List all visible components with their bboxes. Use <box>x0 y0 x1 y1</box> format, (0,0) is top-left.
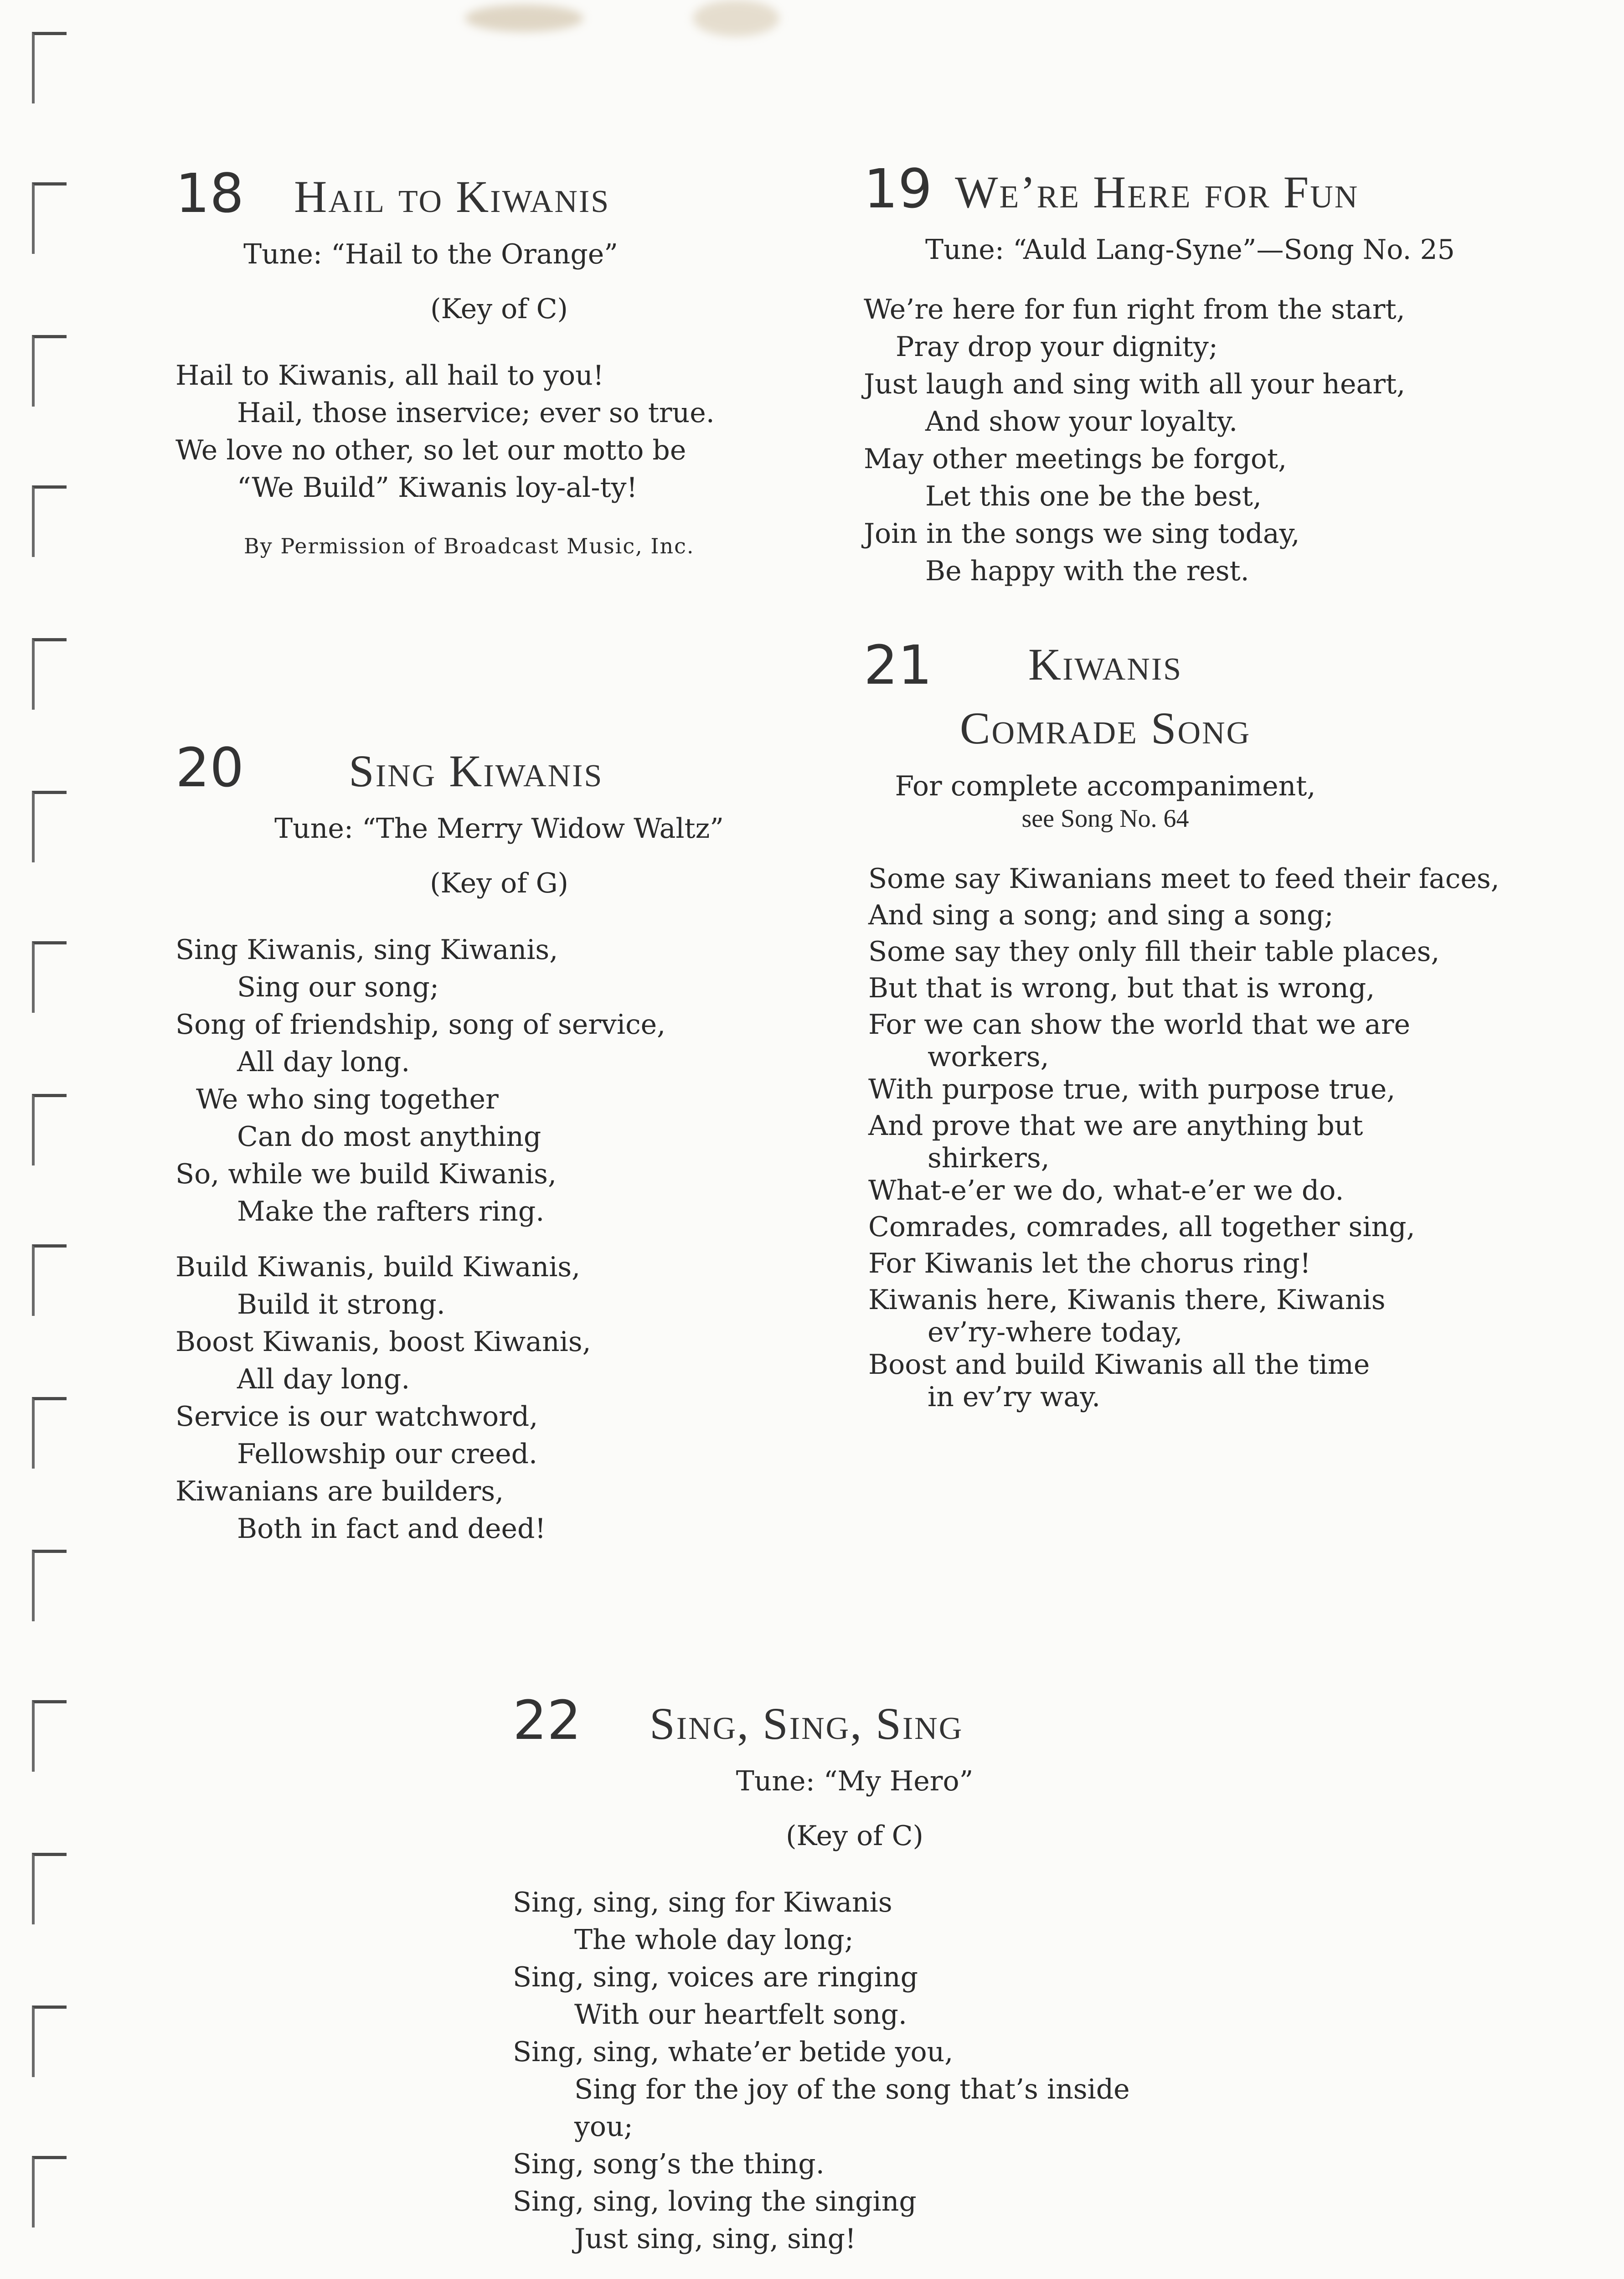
lyric-line: With our heartfelt song. <box>574 1999 907 2031</box>
lyric-line: Pray drop your dignity; <box>896 331 1218 363</box>
tune-line: Tune: “The Merry Widow Waltz” <box>274 813 724 845</box>
song-22 <box>513 1689 1196 2258</box>
lyric-line: Just laugh and sing with all your heart, <box>864 368 1406 400</box>
lyric-line: Boost Kiwanis, boost Kiwanis, <box>175 1326 591 1358</box>
lyric-line: Sing for the joy of the song that’s inside <box>574 2073 1130 2105</box>
binding-ring <box>32 182 67 254</box>
lyric-line: Make the rafters ring. <box>237 1196 545 1227</box>
lyric-line: ev’ry-where today, <box>928 1316 1183 1348</box>
song-title-line-1: Kiwanis <box>1028 639 1183 690</box>
permission-credit: By Permission of Broadcast Music, Inc. <box>244 534 695 558</box>
tune-line: Tune: “Hail to the Orange” <box>243 238 618 270</box>
lyric-line: The whole day long; <box>574 1924 854 1956</box>
binding-ring <box>32 1094 67 1165</box>
stanza-gap <box>175 1230 859 1248</box>
lyric-line: Song of friendship, song of service, <box>175 1009 666 1041</box>
lyric-line: Boost and build Kiwanis all the time <box>868 1349 1370 1381</box>
lyric-line: Both in fact and deed! <box>237 1513 546 1545</box>
accompaniment-note: For complete accompaniment, <box>895 770 1316 802</box>
binding-ring <box>32 2006 67 2077</box>
binding-ring <box>32 791 67 862</box>
binding-ring <box>32 1397 67 1469</box>
song-number: 21 <box>864 634 933 696</box>
lyric-line: “We Build” Kiwanis loy-al-ty! <box>237 472 638 504</box>
lyric-line: Be happy with the rest. <box>925 555 1249 587</box>
lyric-line: May other meetings be forgot, <box>864 443 1287 475</box>
lyric-line: shirkers, <box>928 1142 1050 1174</box>
song-number: 18 <box>175 162 244 225</box>
song-heading <box>175 162 814 225</box>
lyric-line: But that is wrong, but that is wrong, <box>868 972 1375 1004</box>
song-18 <box>175 162 814 558</box>
lyric-line: Sing Kiwanis, sing Kiwanis, <box>175 934 558 966</box>
binding-ring <box>32 1244 67 1316</box>
lyric-line: We’re here for fun right from the start, <box>864 294 1405 325</box>
accompaniment-note-ref: see Song No. 64 <box>1021 804 1189 833</box>
lyric-line: Kiwanians are builders, <box>175 1475 504 1507</box>
binding-ring <box>32 2156 67 2227</box>
lyric-line: Sing, sing, sing for Kiwanis <box>513 1887 892 1918</box>
lyric-line: And show your loyalty. <box>925 406 1238 438</box>
lyric-line: Sing, sing, loving the singing <box>513 2186 917 2217</box>
song-19 <box>864 157 1547 590</box>
song-heading <box>864 157 1547 220</box>
lyric-line: Hail to Kiwanis, all hail to you! <box>175 360 604 392</box>
binding-ring <box>32 485 67 557</box>
lyric-line: We love no other, so let our motto be <box>175 434 686 466</box>
lyrics-stanza-1 <box>175 931 859 1230</box>
lyric-line: in ev’ry way. <box>928 1381 1101 1413</box>
binding-ring <box>32 335 67 407</box>
song-title: Sing, Sing, Sing <box>650 1698 964 1749</box>
tune-line: Tune: “My Hero” <box>736 1765 974 1797</box>
lyric-line: What-e’er we do, what-e’er we do. <box>868 1175 1344 1207</box>
lyric-line: So, while we build Kiwanis, <box>175 1158 557 1190</box>
lyric-line: workers, <box>928 1041 1049 1073</box>
lyric-line: With purpose true, with purpose true, <box>868 1073 1396 1105</box>
tune-line: Tune: “Auld Lang-Syne”—Song No. 25 <box>925 234 1455 266</box>
lyric-line: All day long. <box>237 1363 410 1395</box>
spiral-binding <box>32 0 73 2279</box>
key-line: (Key of C) <box>786 1820 923 1852</box>
lyric-line: Join in the songs we sing today, <box>864 518 1300 550</box>
lyrics <box>864 291 1547 590</box>
lyric-line: Kiwanis here, Kiwanis there, Kiwanis <box>868 1284 1386 1316</box>
song-number: 22 <box>513 1689 582 1752</box>
lyric-line: Sing, sing, voices are ringing <box>513 1961 918 1993</box>
song-heading <box>513 1689 1196 1752</box>
binding-ring <box>32 32 67 103</box>
lyric-line: Fellowship our creed. <box>237 1438 538 1470</box>
lyric-line: Sing, sing, whate’er betide you, <box>513 2036 954 2068</box>
song-title: Sing Kiwanis <box>349 746 603 796</box>
lyric-line: Sing, song’s the thing. <box>513 2148 825 2180</box>
lyric-line: Build Kiwanis, build Kiwanis, <box>175 1251 581 1283</box>
lyric-line: Let this one be the best, <box>925 480 1262 512</box>
song-20 <box>175 736 859 1547</box>
song-number: 19 <box>864 157 933 220</box>
lyric-line: And sing a song; and sing a song; <box>868 899 1334 931</box>
lyric-line: For we can show the world that we are <box>868 1009 1411 1041</box>
song-heading <box>175 736 859 799</box>
song-title-line-2: Comrade Song <box>959 703 1251 753</box>
binding-ring <box>32 941 67 1013</box>
key-line: (Key of G) <box>430 867 568 899</box>
lyric-line: And prove that we are anything but <box>868 1110 1363 1142</box>
lyric-line: Hail, those inservice; ever so true. <box>237 397 715 429</box>
binding-ring <box>32 1550 67 1621</box>
lyrics <box>175 357 814 506</box>
lyric-line: Just sing, sing, sing! <box>574 2223 856 2255</box>
song-number: 20 <box>175 736 244 799</box>
lyric-line: you; <box>574 2111 633 2143</box>
binding-ring <box>32 1853 67 1924</box>
lyric-line: We who sing together <box>196 1083 499 1115</box>
paper-stain <box>465 5 583 32</box>
lyric-line: Comrades, comrades, all together sing, <box>868 1211 1415 1243</box>
song-title: We’re Here for Fun <box>955 167 1359 217</box>
paper-stain <box>693 0 779 36</box>
lyric-line: Service is our watchword, <box>175 1401 538 1433</box>
lyric-line: Build it strong. <box>237 1289 445 1320</box>
lyric-line: Sing our song; <box>237 971 439 1003</box>
lyrics <box>864 861 1575 1411</box>
binding-ring <box>32 638 67 710</box>
lyrics-stanza-2 <box>175 1248 859 1547</box>
key-line: (Key of C) <box>430 293 568 325</box>
lyric-line: Some say Kiwanians meet to feed their faces, <box>868 863 1500 895</box>
song-heading <box>864 634 1575 770</box>
lyric-line: Can do most anything <box>237 1121 541 1153</box>
song-21 <box>864 634 1575 1411</box>
lyric-line: All day long. <box>237 1046 410 1078</box>
lyric-line: Some say they only fill their table places, <box>868 936 1440 968</box>
song-title: Hail to Kiwanis <box>294 171 610 222</box>
lyrics <box>513 1884 1196 2258</box>
binding-ring <box>32 1700 67 1772</box>
lyric-line: For Kiwanis let the chorus ring! <box>868 1248 1311 1279</box>
